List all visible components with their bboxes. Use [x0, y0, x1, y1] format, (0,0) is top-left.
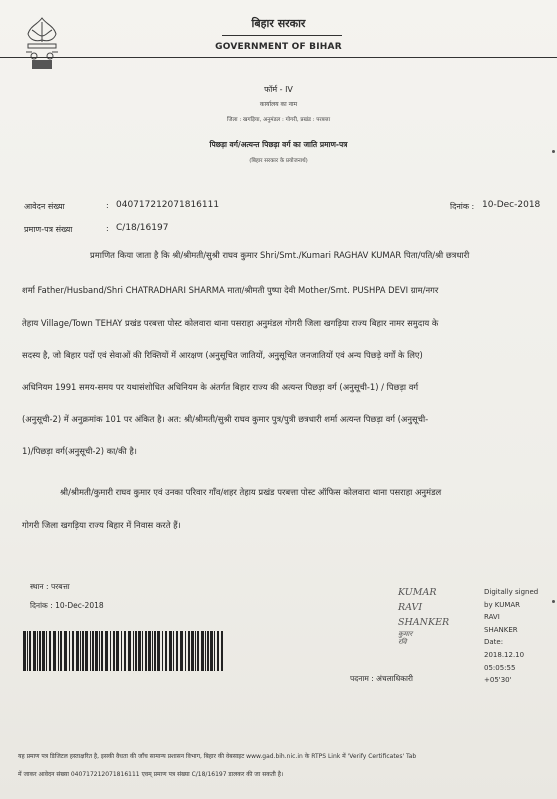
- barcode-bar: [64, 631, 67, 671]
- body-line: अधिनियम 1991 समय-समय पर यथासंशोधित अधिनियम के अंतर्गत बिहार राज्य की अत्यन्त पिछड़ा वर्ग (अनुसूची-1) / पिछड़ा वर्ग: [22, 382, 419, 392]
- body-line: (अनुसूची-2) में अनुक्रमांक 101 पर अंकित है। अत: श्री/श्रीमती/सुश्री राघव कुमार पुत्र/पुत्री छत्रधारी शर्मा अत्यन्त पिछड़ा वर्ग (अनुसूची-: [22, 414, 429, 424]
- barcode-bar: [33, 631, 36, 671]
- barcode-bar: [128, 631, 131, 671]
- margin-dot: [552, 600, 555, 603]
- barcode-bar: [210, 631, 213, 671]
- barcode-bar: [221, 631, 223, 671]
- barcode-bar: [142, 631, 143, 671]
- barcode-bar: [60, 631, 62, 671]
- form-number: फॉर्म - IV: [264, 85, 293, 94]
- barcode-bar: [27, 631, 28, 671]
- barcode-bar: [101, 631, 103, 671]
- body-line: शर्मा Father/Husband/Shri CHATRADHARI SHARMA माता/श्रीमती पुष्पा देवी Mother/Smt. PUSHPA DEVI ग्राम/नगर: [22, 285, 439, 295]
- barcode-bar: [135, 631, 137, 671]
- barcode-bar: [191, 631, 194, 671]
- footer-line: यह प्रमाण पत्र डिजिटल हस्ताक्षरित है, इसकी वैधता की जाँच सामान्य प्रशासन विभाग, बिहार की वेबसाइट www.gad.bih.nic.in के RTPS Link में 'Verify Certificates' Tab: [18, 753, 417, 760]
- office-address: जिला : खगड़िया, अनुमंडल : गोगरी, प्रखंड : परबत्ता: [226, 117, 331, 123]
- barcode-bar: [39, 631, 41, 671]
- office-name: कार्यालय का नाम: [259, 101, 298, 108]
- barcode-bar: [92, 631, 94, 671]
- barcode-bar: [23, 631, 26, 671]
- barcode-bar: [207, 631, 209, 671]
- barcode-bar: [72, 631, 74, 671]
- barcode-bar: [116, 631, 119, 671]
- barcode-bar: [173, 631, 174, 671]
- certificate-subtitle: (बिहार सरकार के प्रयोजनार्थ): [249, 158, 308, 164]
- barcode-bar: [188, 631, 190, 671]
- barcode-bar: [29, 631, 31, 671]
- header-english: GOVERNMENT OF BIHAR: [215, 42, 342, 52]
- barcode-bar: [113, 631, 115, 671]
- barcode-bar: [46, 631, 47, 671]
- barcode-bar: [99, 631, 100, 671]
- date-label: दिनांक :: [450, 202, 475, 211]
- digital-signature-block: Digitally signed by KUMAR RAVI SHANKER Date: 2018.12.10 05:05:55 +05'30': [484, 588, 539, 685]
- barcode-bar: [205, 631, 206, 671]
- barcode-bar: [214, 631, 215, 671]
- certificate-number-value: C/18/16197: [116, 223, 169, 233]
- barcode-bar: [201, 631, 204, 671]
- barcode-bar: [37, 631, 38, 671]
- residence-line: गोगरी जिला खगड़िया राज्य बिहार में निवास करते हैं।: [22, 520, 181, 530]
- barcode-bar: [162, 631, 163, 671]
- barcode-bar: [180, 631, 183, 671]
- separator: :: [106, 224, 109, 233]
- margin-dot: [552, 150, 555, 153]
- header-divider: [0, 57, 557, 58]
- header-hindi: बिहार सरकार: [251, 17, 306, 30]
- body-line: तेहाय Village/Town TEHAY प्रखंड परबत्ता पोस्ट कोलवारा थाना पसराहा अनुमंडल गोगरी जिला खगड़िया राज्य बिहार नामर समुदाय के: [22, 318, 439, 328]
- barcode-bar: [176, 631, 178, 671]
- separator: :: [106, 201, 109, 210]
- barcode-bar: [133, 631, 134, 671]
- barcode-bar: [145, 631, 147, 671]
- barcode-bar: [95, 631, 98, 671]
- application-number-value: 040717212071816111: [116, 200, 220, 210]
- barcode-bar: [49, 631, 51, 671]
- barcode-bar: [165, 631, 167, 671]
- body-line: प्रमाणित किया जाता है कि श्री/श्रीमती/सुश्री राघव कुमार Shri/Smt./Kumari RAGHAV KUMAR पिता/पति/श्री छत्रधारी: [90, 250, 470, 260]
- barcode-bar: [85, 631, 88, 671]
- barcode-bar: [154, 631, 156, 671]
- barcode-bar: [185, 631, 186, 671]
- date-value: 10-Dec-2018: [482, 200, 541, 210]
- barcode-bar: [148, 631, 151, 671]
- barcode: [23, 631, 223, 671]
- barcode-bar: [157, 631, 160, 671]
- barcode-bar: [90, 631, 91, 671]
- barcode-bar: [69, 631, 70, 671]
- barcode-bar: [58, 631, 59, 671]
- barcode-bar: [53, 631, 56, 671]
- barcode-bar: [80, 631, 81, 671]
- barcode-bar: [82, 631, 84, 671]
- certificate-title: पिछड़ा वर्ग/अत्यन्त पिछड़ा वर्ग का जाति प्रमाण-पत्र: [209, 140, 348, 149]
- application-number-label: आवेदन संख्या: [24, 202, 65, 211]
- designation: पदनाम : अंचलाधिकारी: [350, 674, 413, 683]
- header-rule: [222, 35, 342, 36]
- barcode-bar: [152, 631, 153, 671]
- body-line: सदस्य है, जो बिहार पदों एवं सेवाओं की रिक्तियों में आरक्षण (अनुसूचित जातियों, अनुसूचित जनजातियों एवं अन्य पिछड़े वर्गों के लिए): [22, 350, 423, 360]
- barcode-bar: [195, 631, 196, 671]
- barcode-bar: [124, 631, 126, 671]
- barcode-bar: [169, 631, 172, 671]
- footer-line: में जाकर आवेदन संख्या 040717212071816111 एवम् प्रमाण पत्र संख्या C/18/16197 डालकर की जा सकती है।: [18, 771, 284, 778]
- barcode-bar: [197, 631, 199, 671]
- barcode-bar: [76, 631, 79, 671]
- barcode-bar: [217, 631, 219, 671]
- barcode-bar: [42, 631, 45, 671]
- barcode-bar: [110, 631, 111, 671]
- body-line: 1)/पिछड़ा वर्ग(अनुसूची-2) का/की है।: [22, 446, 137, 456]
- place-label: स्थान : परबत्ता: [30, 582, 70, 591]
- residence-line: श्री/श्रीमती/कुमारी राघव कुमार एवं उनका परिवार गाँव/शहर तेहाय प्रखंड परबत्ता पोस्ट ऑफिस कोलवारा थाना पसराहा अनुमंडल: [60, 487, 442, 497]
- barcode-bar: [105, 631, 108, 671]
- barcode-bar: [121, 631, 122, 671]
- barcode-bar: [138, 631, 141, 671]
- place-date: दिनांक : 10-Dec-2018: [30, 601, 104, 610]
- certificate-number-label: प्रमाण-पत्र संख्या: [24, 225, 73, 234]
- handwritten-signature: KUMAR RAVI SHANKER कुमार रवि: [398, 587, 450, 646]
